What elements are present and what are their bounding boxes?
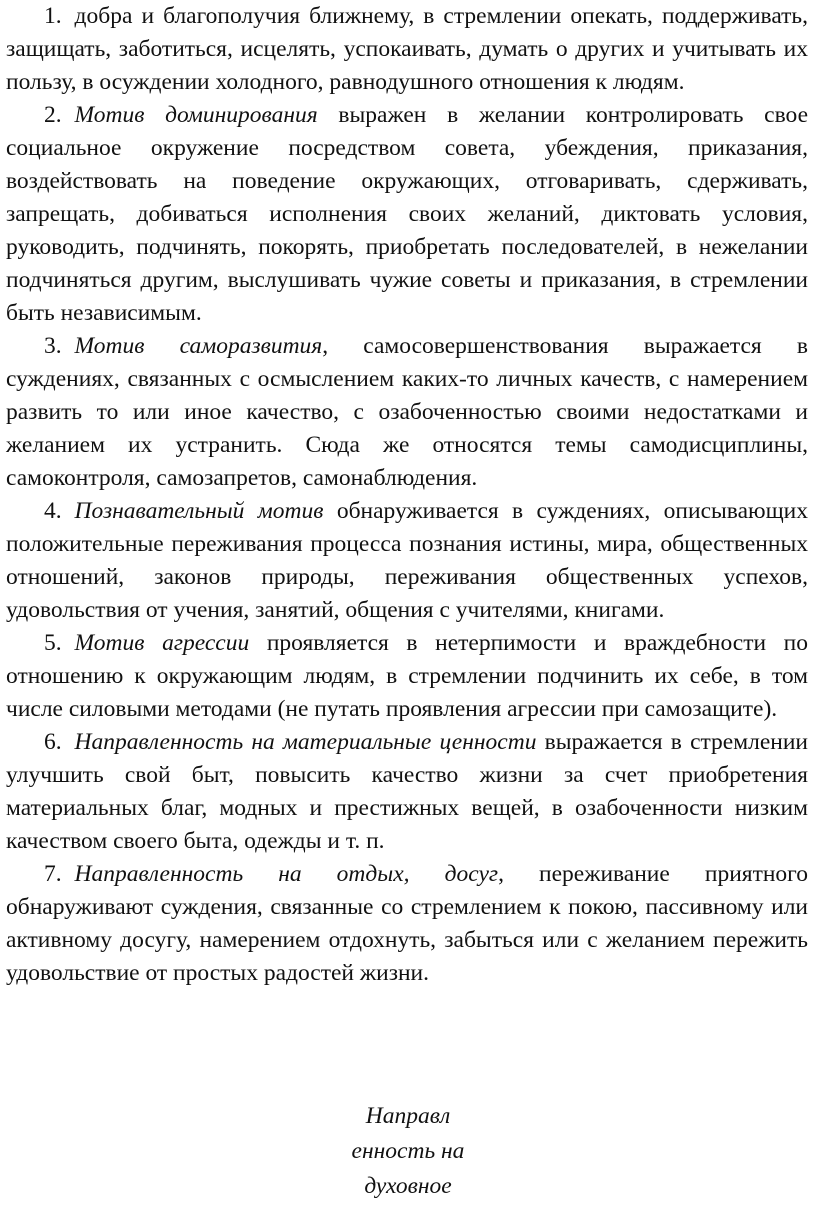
paragraph-1 (6, 0, 808, 99)
paragraph-number: 2. (44, 102, 62, 128)
paragraph-number: 6. (44, 729, 62, 755)
paragraph-number: 1. (44, 3, 62, 29)
paragraph-emphasis: Познавательный мотив (74, 498, 324, 524)
paragraph-6 (6, 726, 808, 858)
paragraph-number: 4. (44, 498, 62, 524)
paragraph-number: 5. (44, 630, 62, 656)
paragraph-4 (6, 495, 808, 627)
tail-line-3: духовное (364, 1173, 452, 1199)
tail-line-1: Направл (365, 1103, 451, 1129)
paragraph-7 (6, 858, 808, 990)
paragraph-text: добра и благополучия ближнему, в стремлении опекать, поддерживать, защищать, заботиться, исцелять, успокаивать, думать о других и учитывать их пользу, в осуждении холодного, равнодушного отношения к людям. (6, 3, 808, 95)
paragraph-3 (6, 330, 808, 495)
paragraph-emphasis: Мотив саморазвития (74, 333, 323, 359)
paragraph-number: 7. (44, 861, 62, 887)
paragraph-5 (6, 627, 808, 726)
paragraph-text: проявляется в нетерпимости и враждебности по отношению к окружающим людям, в стремлении подчинить их себе, в том числе силовыми методами (не путать проявления агрессии при самозащите). (6, 630, 808, 722)
paragraph-emphasis: Мотив агрессии (74, 630, 250, 656)
paragraph-emphasis: Направленность на отдых, досуг (74, 861, 499, 887)
paragraph-text: , переживание приятного обнаруживают суждения, связанные со стремлением к покою, пассивному или активному досугу, намерением отдохнуть, забыться или с желанием пережить удовольствие от простых радостей жизни. (6, 861, 808, 986)
paragraph-text: обнаруживается в суждениях, описывающих положительные переживания процесса познания истины, мира, общественных отношений, законов природы, переживания общественных успехов, удовольствия от учения, занятий, общения с учителями, книгами. (6, 498, 808, 623)
tail-line-2: енность на (351, 1138, 465, 1164)
paragraph-text: , самосовершенствования выражается в суждениях, связанных с осмыслением каких-то личных качеств, с намерением развить то или иное качество, с озабоченностью своими недостатками и желанием их устранить. Сюда же относятся темы самодисциплины, самоконтроля, самозапретов, самонаблюдения. (6, 333, 808, 491)
paragraph-number: 3. (44, 333, 62, 359)
paragraph-emphasis: Мотив доминирования (74, 102, 318, 128)
paragraph-text: выражен в желании контролировать свое социальное окружение посредством совета, убеждения, приказания, воздействовать на поведение окружающих, отговаривать, сдерживать, запрещать, добиваться исполнения своих желаний, диктовать условия, руководить, подчинять, покорять, приобретать последователей, в нежелании подчиняться другим, выслушивать чужие советы и приказания, в стремлении быть независимым. (6, 102, 809, 326)
paragraph-text: выражается в стремлении улучшить свой быт, повысить качество жизни за счет приобретения материальных благ, модных и престижных вещей, в озабоченности низким качеством своего быта, одежды и т. п. (6, 729, 808, 854)
paragraph-emphasis: Направленность на материальные ценности (74, 729, 537, 755)
paragraph-2 (6, 99, 808, 330)
